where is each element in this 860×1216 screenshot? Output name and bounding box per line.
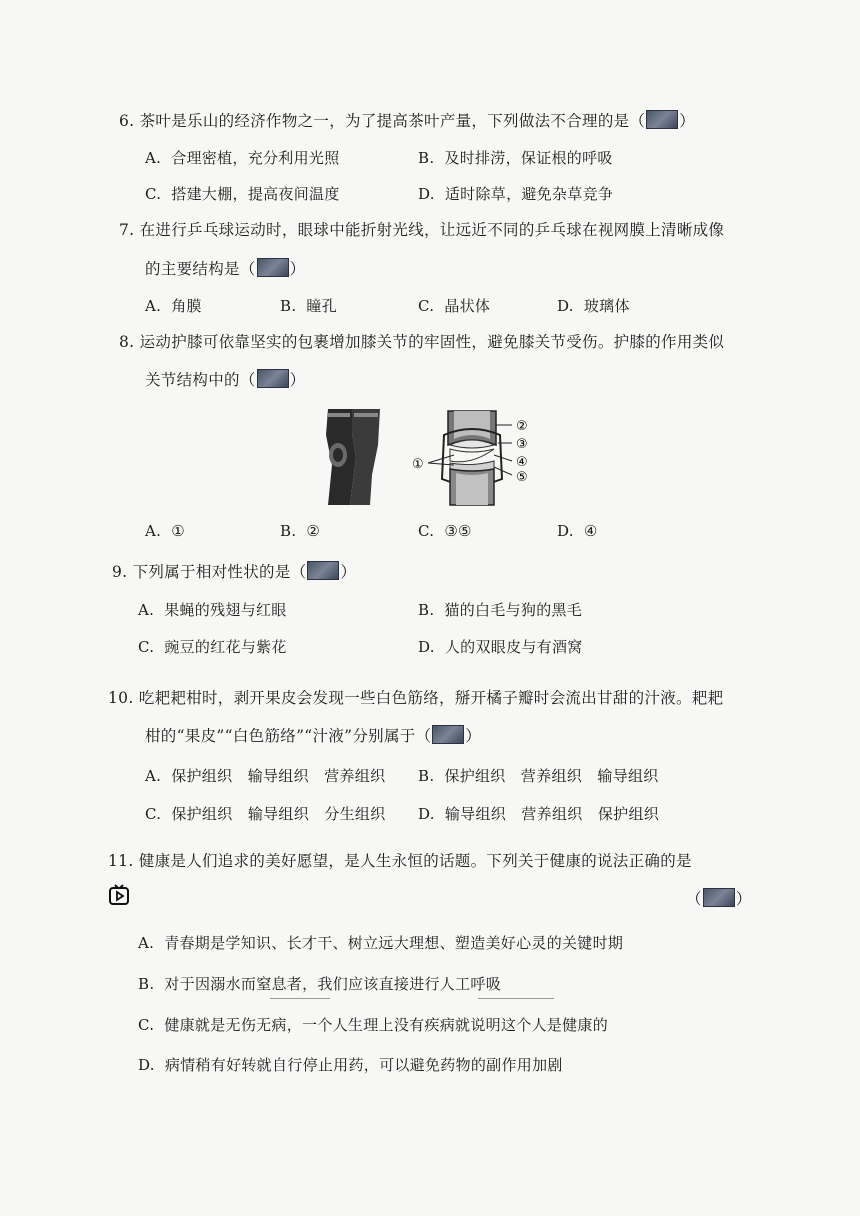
question-10-line2 — [145, 724, 481, 746]
option-11a — [138, 932, 623, 953]
option-9c — [138, 636, 287, 657]
paren-open: （ — [686, 890, 702, 908]
option-text: 玻璃体 — [583, 297, 630, 315]
question-11-paren — [686, 887, 752, 909]
option-text: 猫的白毛与狗的黑毛 — [444, 601, 583, 619]
question-8 — [119, 330, 724, 352]
option-label: A. — [145, 767, 162, 785]
option-9d — [418, 636, 583, 657]
option-text: 保护组织 输导组织 分生组织 — [171, 805, 386, 823]
option-text: 瞳孔 — [306, 297, 338, 315]
question-text: 运动护膝可依靠坚实的包裹增加膝关节的牢固性，避免膝关节受伤。护膝的作用类似 — [139, 333, 725, 351]
option-text: 保护组织 营养组织 输导组织 — [444, 767, 659, 785]
question-number: 9. — [112, 563, 128, 581]
question-number: 6. — [119, 112, 135, 130]
question-number: 7. — [119, 221, 135, 239]
option-text: 角膜 — [171, 297, 202, 315]
option-9a — [138, 599, 287, 620]
option-label: C. — [138, 1016, 155, 1034]
paren-close: ） — [679, 112, 696, 130]
option-text: 及时排涝，保证根的呼吸 — [444, 149, 613, 167]
figure-label-1: ① — [412, 457, 424, 472]
question-number: 11. — [108, 852, 134, 870]
question-text: 下列属于相对性状的是（ — [132, 563, 307, 581]
question-10 — [108, 686, 723, 708]
option-label: D. — [418, 638, 435, 656]
option-label: B. — [280, 297, 297, 315]
video-play-icon[interactable] — [108, 884, 130, 906]
question-text: 的主要结构是（ — [145, 260, 256, 278]
option-text: 人的双眼皮与有酒窝 — [444, 638, 583, 656]
answer-blank — [257, 369, 289, 388]
option-7b — [280, 295, 337, 316]
option-label: B. — [418, 767, 435, 785]
option-label: C. — [145, 805, 162, 823]
knee-brace-image — [322, 405, 384, 507]
option-label: B. — [138, 975, 155, 993]
paren-close: ） — [340, 563, 357, 581]
option-label: A. — [138, 601, 155, 619]
question-text: 柑的“果皮”“白色筋络”“汁液”分别属于（ — [145, 727, 432, 745]
paren-close: ） — [465, 727, 482, 745]
option-8d — [557, 522, 598, 540]
option-10a — [145, 765, 385, 786]
paren-close: ） — [289, 371, 306, 389]
option-label: D. — [557, 522, 574, 540]
figure-label-4: ④ — [516, 455, 528, 470]
option-9b — [418, 599, 582, 620]
option-label: B. — [418, 149, 435, 167]
answer-blank — [257, 258, 289, 277]
option-text: 果蝇的残翅与红眼 — [164, 601, 287, 619]
answer-blank — [646, 110, 678, 129]
option-text: 适时除草，避免杂草竞争 — [444, 185, 614, 203]
option-text: ③⑤ — [444, 522, 472, 540]
option-6d — [418, 183, 613, 204]
question-7-line2 — [145, 257, 305, 279]
option-10d — [418, 803, 659, 824]
option-label: C. — [145, 185, 162, 203]
question-number: 10. — [108, 689, 134, 707]
option-label: A. — [138, 934, 155, 952]
option-text: 输导组织 营养组织 保护组织 — [444, 805, 660, 823]
option-label: A. — [145, 297, 162, 315]
option-text: 病情稍有好转就自行停止用药，可以避免药物的副作用加剧 — [164, 1056, 563, 1074]
option-7a — [145, 295, 202, 316]
scan-artifact-line — [270, 998, 330, 999]
option-text: 晶状体 — [444, 297, 491, 315]
answer-blank — [703, 888, 735, 907]
question-6 — [119, 109, 695, 131]
option-label: B. — [418, 601, 435, 619]
option-text: 合理密植，充分利用光照 — [171, 149, 340, 167]
option-text: ② — [306, 522, 321, 540]
option-text: ④ — [583, 522, 598, 540]
option-label: B. — [280, 522, 297, 540]
option-label: D. — [138, 1056, 155, 1074]
question-text: 茶叶是乐山的经济作物之一，为了提高茶叶产量，下列做法不合理的是（ — [139, 112, 646, 130]
option-label: A. — [145, 522, 162, 540]
question-number: 8. — [119, 333, 135, 351]
question-11 — [108, 849, 692, 871]
question-text: 在进行乒乓球运动时，眼球中能折射光线，让远近不同的乒乓球在视网膜上清晰成像 — [139, 221, 725, 239]
option-text: 搭建大棚，提高夜间温度 — [171, 185, 340, 203]
option-6b — [418, 147, 613, 168]
option-6a — [145, 147, 340, 168]
question-text: 健康是人们追求的美好愿望，是人生永恒的话题。下列关于健康的说法正确的是 — [138, 852, 692, 870]
option-7c — [418, 295, 490, 316]
option-label: A. — [145, 149, 162, 167]
option-6c — [145, 183, 340, 204]
option-text: 保护组织 输导组织 营养组织 — [171, 767, 386, 785]
joint-structure-diagram — [410, 405, 540, 511]
option-label: C. — [418, 297, 435, 315]
option-8c — [418, 522, 472, 540]
option-7d — [557, 295, 630, 316]
option-8a — [145, 522, 185, 540]
option-label: D. — [418, 805, 435, 823]
paren-close: ） — [289, 260, 306, 278]
option-11d — [138, 1054, 563, 1075]
option-text: 青春期是学知识、长才干、树立远大理想、塑造美好心灵的关键时期 — [164, 934, 624, 952]
question-text: 关节结构中的（ — [145, 371, 256, 389]
option-10c — [145, 803, 386, 824]
option-label: C. — [138, 638, 155, 656]
question-8-line2 — [145, 368, 305, 390]
option-10b — [418, 765, 659, 786]
option-text: ① — [171, 522, 185, 540]
figure-label-3: ③ — [516, 437, 528, 452]
option-11b — [138, 973, 501, 994]
option-label: D. — [418, 185, 435, 203]
figure-label-2: ② — [516, 419, 528, 434]
question-7 — [119, 218, 724, 240]
option-8b — [280, 522, 320, 540]
question-9 — [112, 560, 356, 582]
option-text: 对于因溺水而窒息者，我们应该直接进行人工呼吸 — [164, 975, 502, 993]
option-label: C. — [418, 522, 435, 540]
figure-label-5: ⑤ — [516, 470, 528, 485]
option-11c — [138, 1014, 608, 1035]
option-text: 健康就是无伤无病，一个人生理上没有疾病就说明这个人是健康的 — [164, 1016, 609, 1034]
answer-blank — [307, 561, 339, 580]
question-text: 吃耙耙柑时，剥开果皮会发现一些白色筋络，掰开橘子瓣时会流出甘甜的汁液。耙耙 — [138, 689, 724, 707]
option-text: 豌豆的红花与紫花 — [164, 638, 287, 656]
paren-close: ） — [735, 890, 752, 908]
scan-artifact-line — [478, 998, 554, 999]
option-label: D. — [557, 297, 574, 315]
answer-blank — [432, 725, 464, 744]
